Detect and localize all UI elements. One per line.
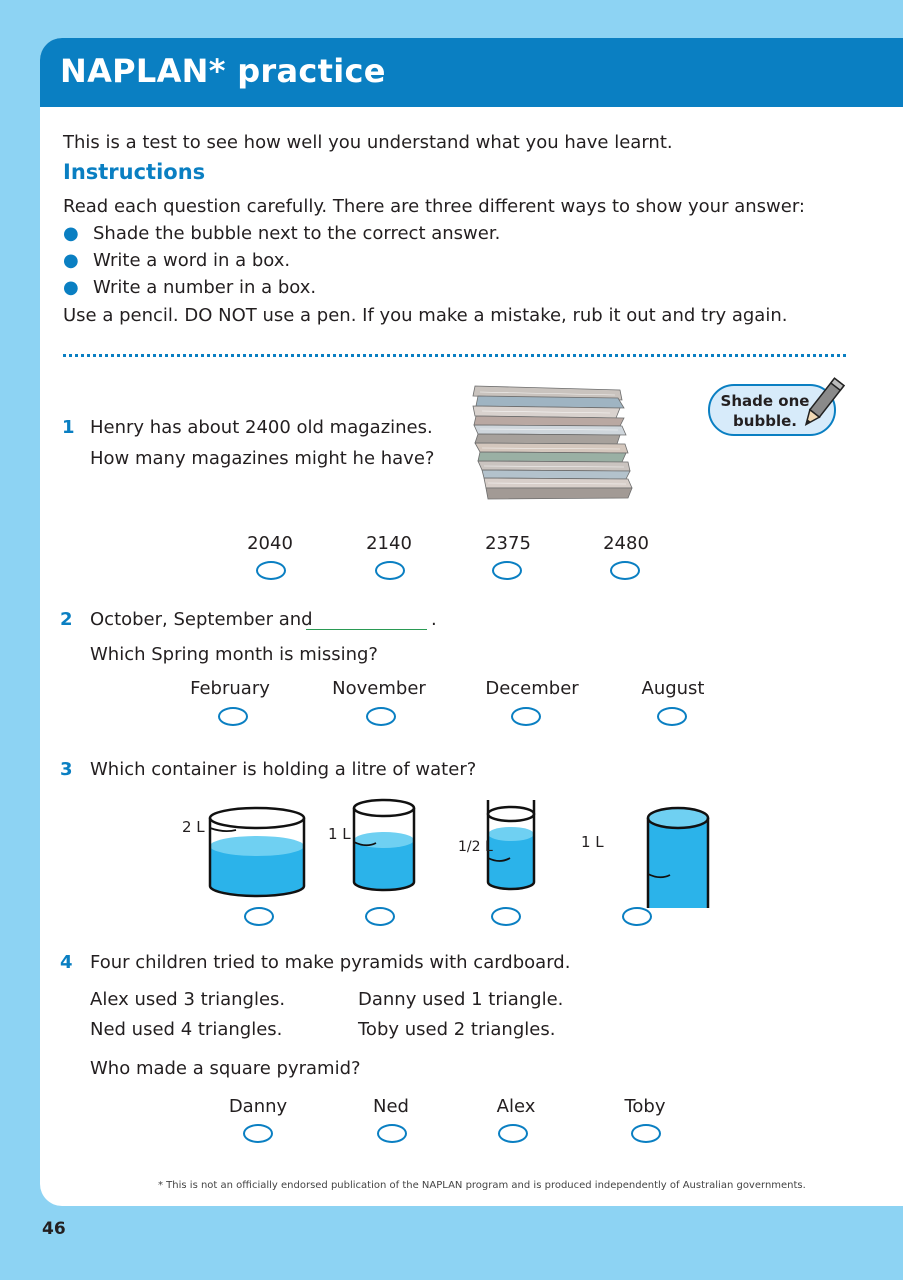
answer-option-label: August [641,678,705,699]
answer-option-label: December [485,678,579,699]
page-number: 46 [42,1219,66,1239]
q4-text-line1: Four children tried to make pyramids with cardboard. [90,952,571,973]
bullet-icon: ● [63,223,79,244]
instructions-heading: Instructions [63,160,206,184]
answer-bubble[interactable] [492,561,522,580]
question-number: 2 [60,609,73,630]
magazine-stack-image [470,378,640,506]
bullet-item [63,250,79,271]
container-label: 1/2 L [458,839,493,855]
bullet-text: Write a number in a box. [93,277,317,298]
q2-text-period: . [431,609,437,630]
answer-option-label: November [332,678,426,699]
q1-text-line2: How many magazines might he have? [90,448,435,469]
badge-line1: Shade one [720,392,810,410]
answer-bubble[interactable] [498,1124,528,1143]
answer-option-label: Ned [373,1096,409,1117]
q4-fact: Danny used 1 triangle. [358,989,564,1010]
shade-one-bubble-badge [708,384,836,436]
page-title: NAPLAN* practice [60,52,386,90]
title-banner [40,38,903,107]
answer-bubble[interactable] [243,1124,273,1143]
answer-bubble[interactable] [622,907,652,926]
answer-option-label: 2375 [485,533,531,554]
q4-text-line2: Who made a square pyramid? [90,1058,361,1079]
question-number: 4 [60,952,73,973]
intro-text: This is a test to see how well you understand what you have learnt. [63,132,673,153]
answer-bubble[interactable] [244,907,274,926]
answer-bubble[interactable] [511,707,541,726]
dotted-divider [63,354,846,357]
container-1l-tall [648,808,708,908]
answer-bubble[interactable] [631,1124,661,1143]
footnote: * This is not an officially endorsed publication of the NAPLAN program and is produced independently of Australian governments. [158,1180,806,1191]
q4-fact: Ned used 4 triangles. [90,1019,283,1040]
bullet-icon: ● [63,277,79,298]
q3-text-line1: Which container is holding a litre of water? [90,759,477,780]
answer-bubble[interactable] [657,707,687,726]
instructions-lead: Read each question carefully. There are three different ways to show your answer: [63,196,805,217]
worksheet-page [40,38,903,1206]
q4-fact: Toby used 2 triangles. [358,1019,556,1040]
bullet-icon: ● [63,250,79,271]
answer-bubble[interactable] [377,1124,407,1143]
answer-bubble[interactable] [218,707,248,726]
q2-text-line1: October, September and [90,609,313,630]
answer-option-label: Danny [228,1096,288,1117]
badge-line2: bubble. [733,412,797,430]
answer-option-label: Toby [624,1096,666,1117]
bullet-text: Write a word in a box. [93,250,291,271]
instructions-closing: Use a pencil. DO NOT use a pen. If you make a mistake, rub it out and try again. [63,305,788,326]
container-label: 1 L [328,825,351,843]
answer-bubble[interactable] [375,561,405,580]
answer-bubble[interactable] [491,907,521,926]
answer-option-label: 2140 [366,533,412,554]
answer-bubble[interactable] [610,561,640,580]
question-number: 3 [60,759,73,780]
container-1l-medium [354,800,414,890]
bullet-item [63,277,79,298]
pencil-icon [798,374,846,434]
container-label: 1 L [581,833,604,851]
answer-option-label: Alex [496,1096,536,1117]
q4-fact: Alex used 3 triangles. [90,989,286,1010]
answer-option-label: February [190,678,270,699]
container-2l [210,808,304,896]
answer-bubble[interactable] [256,561,286,580]
answer-blank-line [306,629,427,630]
q1-text-line1: Henry has about 2400 old magazines. [90,417,433,438]
answer-option-label: 2040 [247,533,293,554]
q2-text-line2: Which Spring month is missing? [90,644,378,665]
bullet-text: Shade the bubble next to the correct answer. [93,223,501,244]
answer-bubble[interactable] [365,907,395,926]
answer-option-label: 2480 [603,533,649,554]
container-half-l [488,800,534,889]
answer-bubble[interactable] [366,707,396,726]
bullet-item [63,223,79,244]
container-label: 2 L [182,818,205,836]
question-number: 1 [62,417,75,438]
